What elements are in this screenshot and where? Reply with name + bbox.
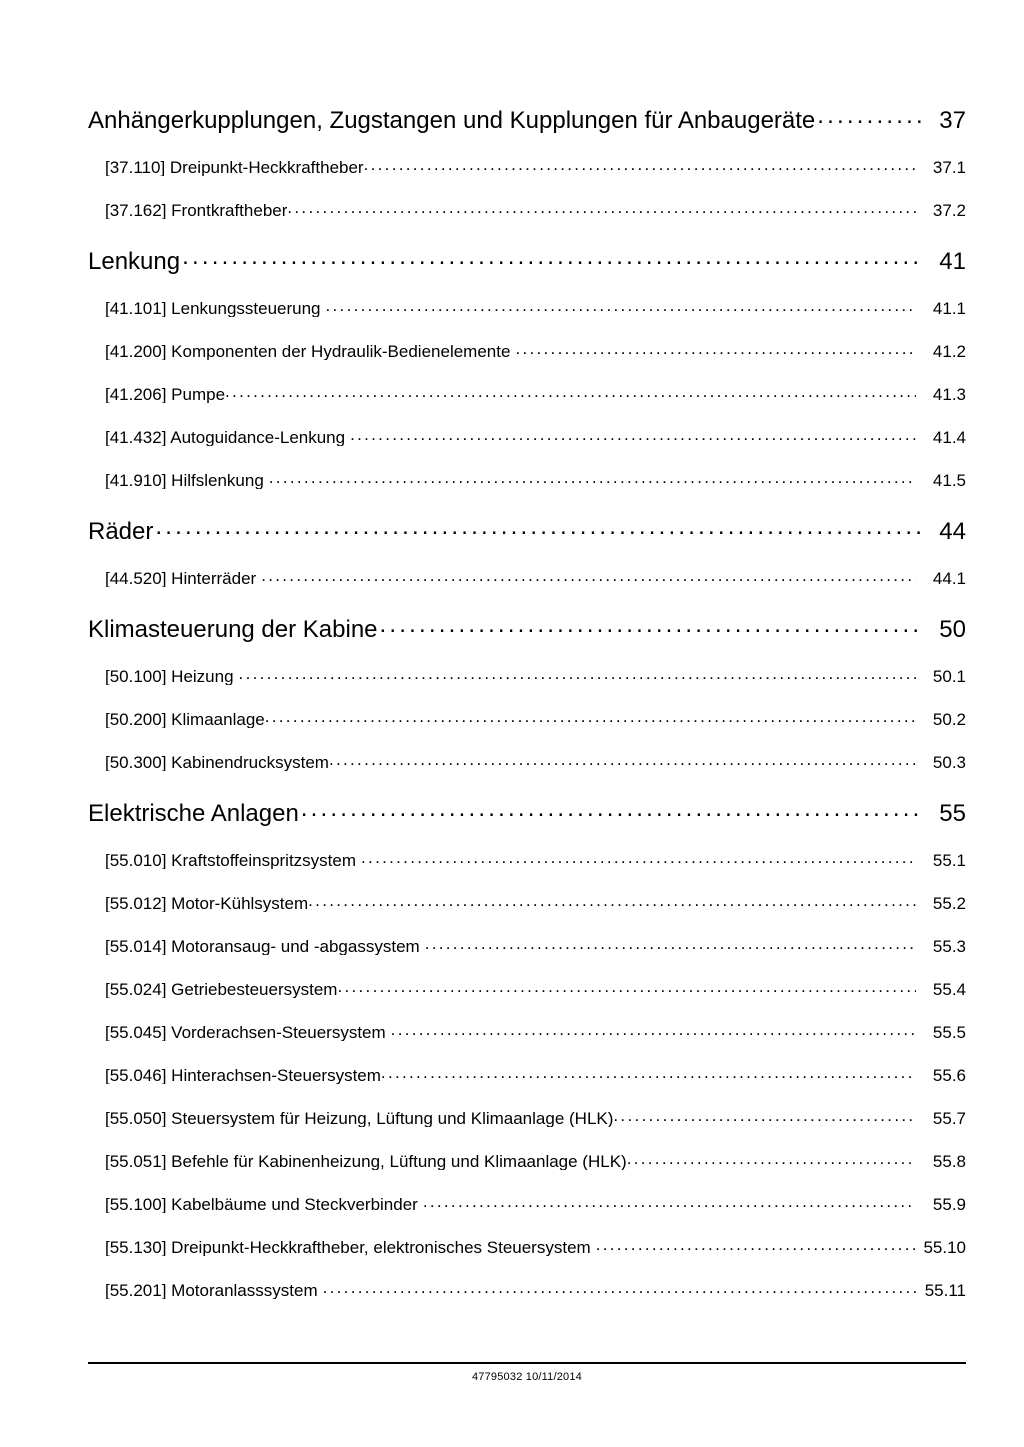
dot-leader bbox=[350, 426, 916, 443]
toc-section-label: [37.110] Dreipunkt-Heckkraftheber bbox=[105, 159, 364, 176]
toc-chapter-entry[interactable] bbox=[88, 104, 966, 133]
dot-leader bbox=[391, 1021, 916, 1038]
toc-section-page-number: 55.9 bbox=[932, 1195, 966, 1214]
dot-leader bbox=[515, 340, 916, 357]
toc-section-label: [41.200] Komponenten der Hydraulik-Bedienelemente bbox=[105, 343, 511, 360]
toc-chapter-entry[interactable] bbox=[88, 613, 966, 642]
toc-section-label: [41.101] Lenkungssteuerung bbox=[105, 300, 321, 317]
toc-chapter-page-number: 37 bbox=[939, 107, 966, 134]
toc-section-page-number: 44.1 bbox=[932, 569, 966, 588]
dot-leader bbox=[261, 567, 916, 584]
toc-section-page-number: 55.7 bbox=[932, 1109, 966, 1128]
toc-section-label: [55.201] Motoranlasssystem bbox=[105, 1282, 318, 1299]
toc-section-entry[interactable] bbox=[88, 1107, 966, 1127]
toc-section-entry[interactable] bbox=[88, 751, 966, 771]
dot-leader bbox=[287, 199, 916, 216]
toc-section-entry[interactable] bbox=[88, 156, 966, 176]
toc-section-entry[interactable] bbox=[88, 935, 966, 955]
toc-section-page-number: 55.8 bbox=[932, 1152, 966, 1171]
dot-leader bbox=[225, 383, 916, 400]
toc-section-page-number: 55.3 bbox=[932, 937, 966, 956]
toc-section-entry[interactable] bbox=[88, 199, 966, 219]
toc-section-page-number: 55.1 bbox=[932, 851, 966, 870]
dot-leader bbox=[361, 849, 916, 866]
dot-leader bbox=[596, 1236, 916, 1253]
toc-section-entry[interactable] bbox=[88, 1279, 966, 1299]
toc-section-label: [55.012] Motor-Kühlsystem bbox=[105, 895, 309, 912]
dot-leader bbox=[817, 104, 924, 128]
toc-section-label: [50.100] Heizung bbox=[105, 668, 234, 685]
page-footer bbox=[88, 1362, 966, 1383]
toc-section-page-number: 50.3 bbox=[932, 753, 966, 772]
dot-leader bbox=[326, 297, 916, 314]
toc-section-label: [55.051] Befehle für Kabinenheizung, Lüftung und Klimaanlage (HLK) bbox=[105, 1153, 627, 1170]
dot-leader bbox=[265, 708, 916, 725]
dot-leader bbox=[323, 1279, 916, 1296]
dot-leader bbox=[269, 469, 916, 486]
toc-section-entry[interactable] bbox=[88, 469, 966, 489]
toc-section-entry[interactable] bbox=[88, 297, 966, 317]
toc-section-page-number: 41.3 bbox=[932, 385, 966, 404]
dot-leader bbox=[380, 613, 924, 637]
toc-section-page-number: 41.2 bbox=[932, 342, 966, 361]
toc-chapter-entry[interactable] bbox=[88, 515, 966, 544]
toc-chapter-page-number: 50 bbox=[939, 616, 966, 643]
dot-leader bbox=[364, 156, 916, 173]
toc-chapter-title: Elektrische Anlagen bbox=[88, 802, 299, 826]
toc-section-label: [41.910] Hilfslenkung bbox=[105, 472, 264, 489]
dot-leader bbox=[329, 751, 916, 768]
toc-chapter-entry[interactable] bbox=[88, 797, 966, 826]
toc-section-label: [55.024] Getriebesteuersystem bbox=[105, 981, 338, 998]
toc-section-page-number: 37.1 bbox=[932, 158, 966, 177]
toc-section-label: [55.100] Kabelbäume und Steckverbinder bbox=[105, 1196, 418, 1213]
toc-section-page-number: 55.5 bbox=[932, 1023, 966, 1042]
toc-chapter-page-number: 55 bbox=[939, 800, 966, 827]
toc-section-entry[interactable] bbox=[88, 1064, 966, 1084]
toc-section-page-number: 55.2 bbox=[932, 894, 966, 913]
dot-leader bbox=[337, 978, 916, 995]
toc-section-entry[interactable] bbox=[88, 567, 966, 587]
toc-chapter-page-number: 44 bbox=[939, 518, 966, 545]
toc-chapter-page-number: 41 bbox=[939, 248, 966, 275]
dot-leader bbox=[308, 892, 916, 909]
toc-chapter-title: Räder bbox=[88, 520, 154, 544]
toc-chapter-title: Anhängerkupplungen, Zugstangen und Kupplungen für Anbaugeräte bbox=[88, 109, 816, 133]
toc-section-label: [55.050] Steuersystem für Heizung, Lüftung und Klimaanlage (HLK) bbox=[105, 1110, 614, 1127]
dot-leader bbox=[613, 1107, 916, 1124]
toc-section-label: [41.206] Pumpe bbox=[105, 386, 226, 403]
toc-section-entry[interactable] bbox=[88, 383, 966, 403]
toc-section-page-number: 37.2 bbox=[932, 201, 966, 220]
toc-section-label: [44.520] Hinterräder bbox=[105, 570, 257, 587]
dot-leader bbox=[423, 1193, 916, 1210]
toc-section-label: [50.200] Klimaanlage bbox=[105, 711, 265, 728]
dot-leader bbox=[301, 797, 924, 821]
dot-leader bbox=[182, 245, 924, 269]
toc-section-entry[interactable] bbox=[88, 1150, 966, 1170]
toc-section-page-number: 50.2 bbox=[932, 710, 966, 729]
toc-section-label: [50.300] Kabinendrucksystem bbox=[105, 754, 329, 771]
dot-leader bbox=[425, 935, 916, 952]
toc-section-entry[interactable] bbox=[88, 340, 966, 360]
toc-section-label: [55.046] Hinterachsen-Steuersystem bbox=[105, 1067, 381, 1084]
dot-leader bbox=[381, 1064, 916, 1081]
toc-section-page-number: 41.5 bbox=[932, 471, 966, 490]
toc-section-entry[interactable] bbox=[88, 1021, 966, 1041]
dot-leader bbox=[627, 1150, 916, 1167]
dot-leader bbox=[239, 665, 916, 682]
toc-section-page-number: 55.11 bbox=[924, 1281, 966, 1300]
toc-section-page-number: 55.6 bbox=[932, 1066, 966, 1085]
toc-section-entry[interactable] bbox=[88, 426, 966, 446]
toc-section-entry[interactable] bbox=[88, 1236, 966, 1256]
toc-chapter-entry[interactable] bbox=[88, 245, 966, 274]
footer-divider bbox=[88, 1362, 966, 1364]
toc-section-page-number: 55.10 bbox=[923, 1238, 966, 1257]
toc-section-label: [55.014] Motoransaug- und -abgassystem bbox=[105, 938, 420, 955]
toc-section-entry[interactable] bbox=[88, 849, 966, 869]
toc-section-entry[interactable] bbox=[88, 708, 966, 728]
toc-section-label: [55.130] Dreipunkt-Heckkraftheber, elektronisches Steuersystem bbox=[105, 1239, 591, 1256]
toc-section-page-number: 50.1 bbox=[932, 667, 966, 686]
toc-section-page-number: 55.4 bbox=[932, 980, 966, 999]
footer-text: 47795032 10/11/2014 bbox=[471, 1371, 583, 1383]
table-of-contents bbox=[88, 104, 966, 1299]
toc-section-page-number: 41.1 bbox=[932, 299, 966, 318]
toc-chapter-title: Lenkung bbox=[88, 250, 181, 274]
toc-section-entry[interactable] bbox=[88, 1193, 966, 1213]
dot-leader bbox=[155, 515, 924, 539]
toc-chapter-title: Klimasteuerung der Kabine bbox=[88, 618, 378, 642]
toc-section-label: [37.162] Frontkraftheber bbox=[105, 202, 288, 219]
toc-section-label: [55.010] Kraftstoffeinspritzsystem bbox=[105, 852, 357, 869]
toc-section-entry[interactable] bbox=[88, 892, 966, 912]
toc-section-entry[interactable] bbox=[88, 665, 966, 685]
toc-section-page-number: 41.4 bbox=[932, 428, 966, 447]
toc-section-entry[interactable] bbox=[88, 978, 966, 998]
toc-section-label: [41.432] Autoguidance-Lenkung bbox=[105, 429, 346, 446]
toc-section-label: [55.045] Vorderachsen-Steuersystem bbox=[105, 1024, 386, 1041]
